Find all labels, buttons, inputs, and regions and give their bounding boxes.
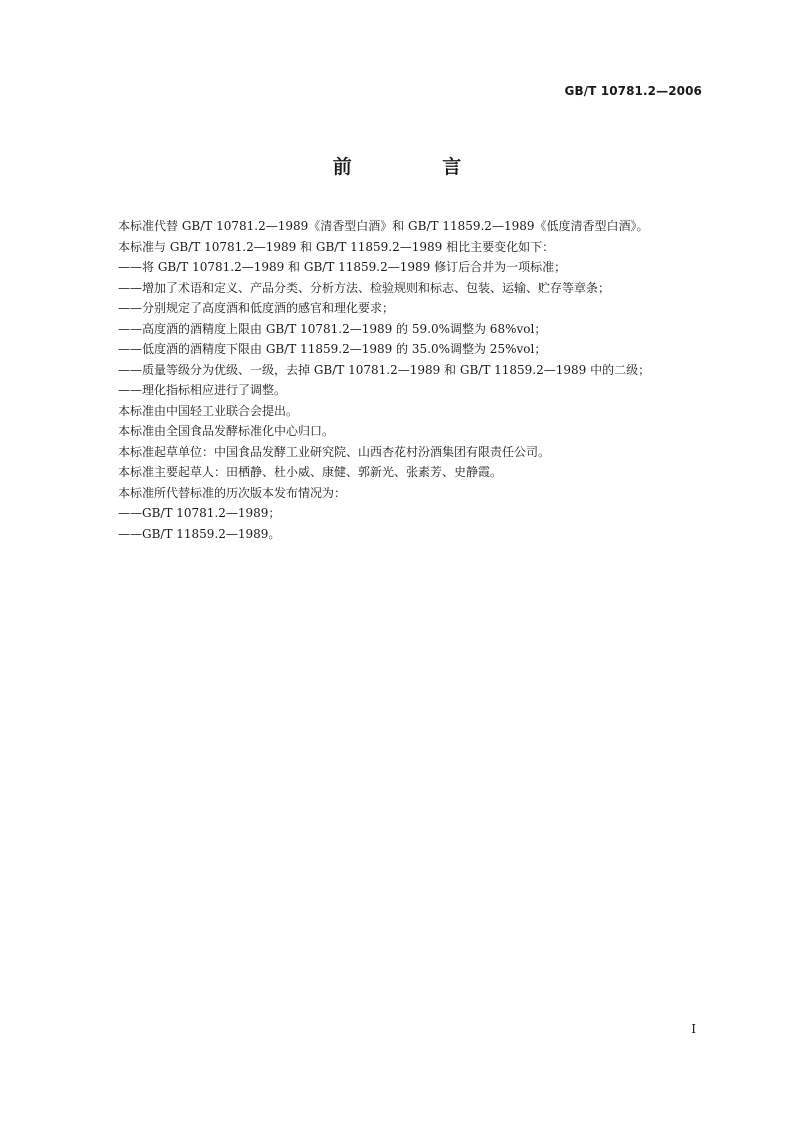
foreword-line-replaces: 本标准代替 GB/T 10781.2—1989《清香型白酒》和 GB/T 11859.2—1989《低度清香型白酒》。 bbox=[118, 219, 649, 233]
page-title: 前 言 bbox=[332, 156, 504, 178]
foreword-line-drafting-units: 本标准起草单位：中国食品发酵工业研究院、山西杏花村汾酒集团有限责任公司。 bbox=[118, 444, 551, 459]
foreword-line-drafters: 本标准主要起草人：田栖静、杜小威、康健、郭新光、张素芳、史静霞。 bbox=[118, 465, 503, 479]
foreword-line-centralized-by: 本标准由全国食品发酵标准化中心归口。 bbox=[118, 424, 335, 438]
foreword-line-low-alcohol-limit: ——低度酒的酒精度下限由 GB/T 11859.2—1989 的 35.0%调整为 25%vol； bbox=[118, 342, 547, 356]
foreword-line-quality-grades: ——质量等级分为优级、一级，去掉 GB/T 10781.2—1989 和 GB/T 11859.2—1989 中的二级； bbox=[118, 362, 651, 377]
foreword-body bbox=[118, 216, 718, 544]
foreword-line-history-intro: 本标准所代替标准的历次版本发布情况为： bbox=[118, 485, 347, 500]
foreword-line-physicochemical: ——理化指标相应进行了调整。 bbox=[118, 383, 287, 397]
foreword-line-merge: ——将 GB/T 10781.2—1989 和 GB/T 11859.2—1989 修订后合并为一项标准； bbox=[118, 260, 567, 274]
foreword-line-proposed-by: 本标准由中国轻工业联合会提出。 bbox=[118, 403, 299, 418]
page-number: I bbox=[691, 1022, 696, 1036]
foreword-line-sensory-requirements: ——分别规定了高度酒和低度酒的感官和理化要求； bbox=[118, 301, 395, 315]
foreword-line-high-alcohol-limit: ——高度酒的酒精度上限由 GB/T 10781.2—1989 的 59.0%调整为 68%vol； bbox=[118, 321, 547, 336]
standard-code: GB/T 10781.2—2006 bbox=[564, 84, 702, 98]
foreword-line-history-item: ——GB/T 10781.2—1989； bbox=[118, 506, 281, 520]
foreword-line-changes-intro: 本标准与 GB/T 10781.2—1989 和 GB/T 11859.2—1989 相比主要变化如下： bbox=[118, 239, 555, 254]
foreword-line-history-item: ——GB/T 11859.2—1989。 bbox=[118, 526, 281, 541]
foreword-line-added-clauses: ——增加了术语和定义、产品分类、分析方法、检验规则和标志、包装、运输、贮存等章条； bbox=[118, 280, 611, 295]
